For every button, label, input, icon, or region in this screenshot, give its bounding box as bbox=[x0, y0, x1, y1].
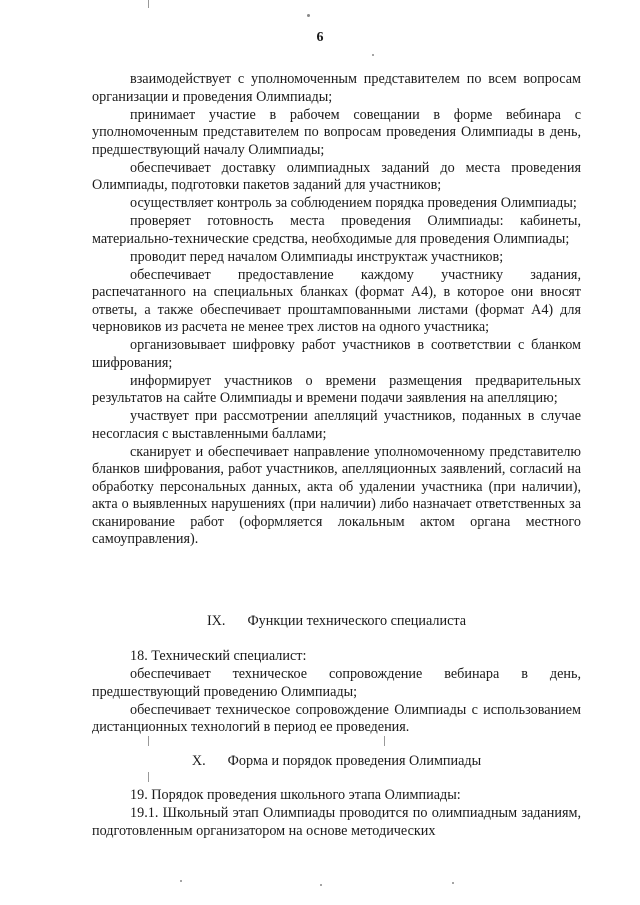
scan-speck bbox=[452, 882, 454, 884]
paragraph: организовывает шифровку работ участников в соответствии с бланком шифрования; bbox=[92, 337, 581, 371]
paragraph: обеспечивает техническое сопровождение Олимпиады с использованием дистанционных технологий в период ее проведения. bbox=[92, 701, 581, 735]
scan-mark bbox=[384, 736, 385, 746]
paragraph: проводит перед началом Олимпиады инструктаж участников; bbox=[130, 248, 504, 265]
section-number: IX. bbox=[206, 613, 226, 629]
scan-mark bbox=[148, 772, 149, 782]
page-number: 6 bbox=[316, 30, 324, 45]
paragraph: обеспечивает предоставление каждому участнику задания, распечатанного на специальных бланках (формат А4), в которое они вносят ответы, а также обеспечивает проштампованными листами (формат А4) для черновиков из расчета не менее трех листов на одного участника; bbox=[92, 266, 581, 335]
scan-mark bbox=[148, 736, 149, 746]
paragraph: взаимодействует с уполномоченным представителем по всем вопросам организации и проведения Олимпиады; bbox=[92, 71, 581, 105]
scan-speck bbox=[180, 880, 182, 882]
technical-specialist-section bbox=[92, 648, 581, 737]
paragraph: 19. Порядок проведения школьного этапа Олимпиады: bbox=[130, 787, 461, 803]
section-heading-x bbox=[92, 752, 581, 770]
paragraph: проверяет готовность места проведения Олимпиады: кабинеты, материально-технические средства, необходимые для проведения Олимпиады; bbox=[92, 213, 581, 247]
scan-speck bbox=[307, 14, 310, 17]
paragraph: принимает участие в рабочем совещании в форме вебинара с уполномоченным представителем по вопросам проведения Олимпиады в день, предшествующий началу Олимпиады; bbox=[92, 106, 581, 158]
section-title: Функции технического специалиста bbox=[247, 613, 467, 629]
paragraph: 18. Технический специалист: bbox=[130, 648, 307, 664]
section-number: X. bbox=[191, 753, 206, 769]
paragraph: обеспечивает доставку олимпиадных заданий до места проведения Олимпиады, подготовки пакетов заданий для участников; bbox=[92, 159, 581, 193]
scan-mark bbox=[148, 0, 149, 8]
paragraph: сканирует и обеспечивает направление уполномоченному представителю бланков шифрования, работ участников, апелляционных заявлений, согласий на обработку персональных данных, акта об удалении участника (при наличии), акта о выявленных нарушениях (при наличии) либо назначает ответственных за сканирование работ (оформляется локальным актом органа местного самоуправления). bbox=[92, 443, 581, 547]
olympiad-procedure-section bbox=[92, 787, 581, 841]
scan-speck bbox=[320, 884, 322, 886]
paragraph: 19.1. Школьный этап Олимпиады проводится по олимпиадным заданиям, подготовленным организатором на основе методических bbox=[92, 805, 581, 839]
section-heading-ix bbox=[92, 612, 581, 630]
paragraph: обеспечивает техническое сопровождение вебинара в день, предшествующий проведению Олимпиады; bbox=[92, 666, 581, 700]
paragraph: информирует участников о времени размещения предварительных результатов на сайте Олимпиады и времени подачи заявления на апелляцию; bbox=[92, 372, 581, 406]
duties-list bbox=[92, 71, 581, 549]
section-title: Форма и порядок проведения Олимпиады bbox=[227, 753, 482, 769]
paragraph: участвует при рассмотрении апелляций участников, поданных в случае несогласия с выставленными баллами; bbox=[92, 408, 581, 442]
scan-speck bbox=[372, 54, 374, 56]
paragraph: осуществляет контроль за соблюдением порядка проведения Олимпиады; bbox=[130, 195, 577, 211]
